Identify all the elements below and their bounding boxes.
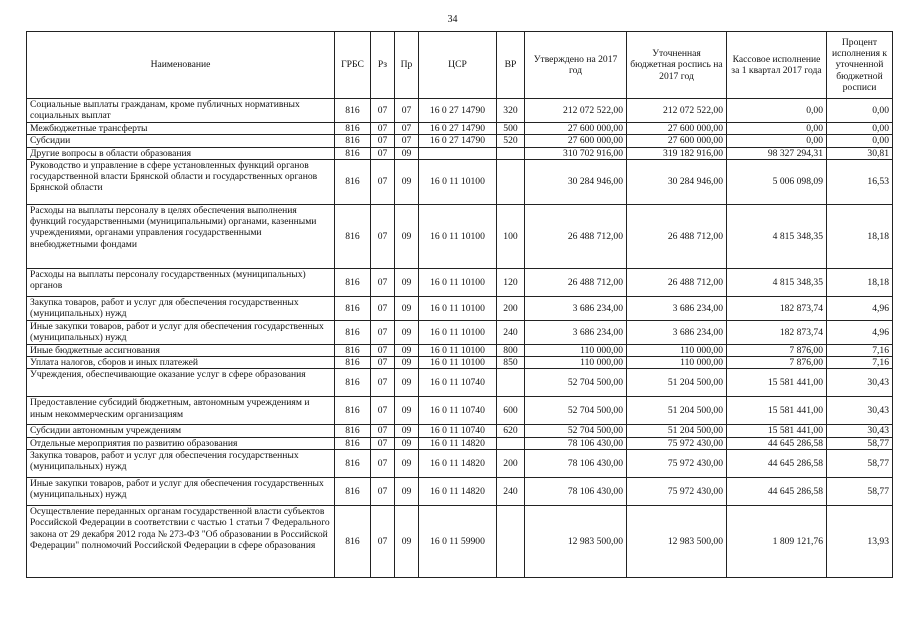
- cell-vr: 200: [497, 450, 525, 478]
- cell-approved: 3 686 234,00: [525, 320, 627, 344]
- cell-grbs: 816: [335, 123, 371, 135]
- cell-rz: 07: [371, 99, 395, 123]
- table-row: [27, 425, 893, 437]
- cell-rz: 07: [371, 268, 395, 296]
- cell-approved: 30 284 946,00: [525, 159, 627, 204]
- cell-refined: 51 204 500,00: [627, 425, 727, 437]
- cell-cash: 7 876,00: [727, 344, 827, 356]
- cell-approved: 212 072 522,00: [525, 99, 627, 123]
- cell-pr: 09: [395, 296, 419, 320]
- cell-csr: 16 0 11 10100: [419, 344, 497, 356]
- cell-rz: 07: [371, 450, 395, 478]
- cell-csr: 16 0 11 10740: [419, 425, 497, 437]
- cell-pr: 09: [395, 204, 419, 268]
- cell-pr: 07: [395, 135, 419, 147]
- table-row: [27, 357, 893, 369]
- cell-csr: 16 0 27 14790: [419, 135, 497, 147]
- cell-pr: 09: [395, 506, 419, 578]
- cell-cash: 182 873,74: [727, 320, 827, 344]
- cell-approved: 3 686 234,00: [525, 296, 627, 320]
- cell-name: Закупка товаров, работ и услуг для обеспечения государственных (муниципальных) нужд: [27, 296, 335, 320]
- table-row: [27, 268, 893, 296]
- cell-grbs: 816: [335, 344, 371, 356]
- cell-grbs: 816: [335, 369, 371, 397]
- cell-csr: 16 0 11 10740: [419, 397, 497, 425]
- cell-percent: 7,16: [827, 344, 893, 356]
- cell-percent: 16,53: [827, 159, 893, 204]
- cell-name: Предоставление субсидий бюджетным, автономным учреждениям и иным некоммерческим организациям: [27, 397, 335, 425]
- cell-vr: 520: [497, 135, 525, 147]
- cell-cash: 44 645 286,58: [727, 437, 827, 449]
- cell-rz: 07: [371, 437, 395, 449]
- cell-refined: 26 488 712,00: [627, 204, 727, 268]
- cell-name: Иные закупки товаров, работ и услуг для обеспечения государственных (муниципальных) нужд: [27, 478, 335, 506]
- cell-rz: 07: [371, 296, 395, 320]
- header-grbs: ГРБС: [335, 32, 371, 99]
- table-row: [27, 135, 893, 147]
- cell-percent: 58,77: [827, 437, 893, 449]
- cell-pr: 09: [395, 437, 419, 449]
- cell-name: Межбюджетные трансферты: [27, 123, 335, 135]
- cell-pr: 07: [395, 123, 419, 135]
- table-body: [27, 99, 893, 578]
- table-row: [27, 450, 893, 478]
- cell-percent: 7,16: [827, 357, 893, 369]
- cell-grbs: 816: [335, 147, 371, 159]
- cell-cash: 15 581 441,00: [727, 397, 827, 425]
- cell-csr: 16 0 11 10100: [419, 357, 497, 369]
- cell-vr: 200: [497, 296, 525, 320]
- budget-table: [26, 31, 893, 578]
- cell-grbs: 816: [335, 450, 371, 478]
- cell-name: Осуществление переданных органам государственной власти субъектов Российской Федерации в соответствии с частью 1 статьи 7 Федерального закона от 29 декабря 2012 года № 273-ФЗ "Об образовании в Российской Федерации" полномочий Российской Федерации в сфере образования: [27, 506, 335, 578]
- table-row: [27, 344, 893, 356]
- cell-refined: 110 000,00: [627, 344, 727, 356]
- cell-grbs: 816: [335, 135, 371, 147]
- table-row: [27, 437, 893, 449]
- cell-pr: 09: [395, 369, 419, 397]
- cell-name: Субсидии автономным учреждениям: [27, 425, 335, 437]
- cell-vr: 850: [497, 357, 525, 369]
- cell-percent: 0,00: [827, 99, 893, 123]
- cell-rz: 07: [371, 506, 395, 578]
- cell-refined: 26 488 712,00: [627, 268, 727, 296]
- cell-refined: 27 600 000,00: [627, 135, 727, 147]
- cell-vr: 600: [497, 397, 525, 425]
- cell-vr: [497, 159, 525, 204]
- cell-vr: 320: [497, 99, 525, 123]
- cell-cash: 1 809 121,76: [727, 506, 827, 578]
- cell-rz: 07: [371, 123, 395, 135]
- cell-vr: 240: [497, 320, 525, 344]
- cell-cash: 7 876,00: [727, 357, 827, 369]
- cell-vr: 620: [497, 425, 525, 437]
- cell-percent: 18,18: [827, 268, 893, 296]
- cell-grbs: 816: [335, 397, 371, 425]
- cell-grbs: 816: [335, 268, 371, 296]
- header-approved: Утверждено на 2017 год: [525, 32, 627, 99]
- cell-refined: 30 284 946,00: [627, 159, 727, 204]
- cell-cash: 15 581 441,00: [727, 425, 827, 437]
- table-row: [27, 478, 893, 506]
- cell-refined: 319 182 916,00: [627, 147, 727, 159]
- table-row: [27, 369, 893, 397]
- cell-approved: 52 704 500,00: [525, 425, 627, 437]
- cell-name: Руководство и управление в сфере установленных функций органов государственной власти Брянской области и государственных органов Брянской области: [27, 159, 335, 204]
- cell-approved: 27 600 000,00: [525, 123, 627, 135]
- cell-csr: 16 0 11 14820: [419, 437, 497, 449]
- cell-name: Социальные выплаты гражданам, кроме публичных нормативных социальных выплат: [27, 99, 335, 123]
- cell-name: Расходы на выплаты персоналу государственных (муниципальных) органов: [27, 268, 335, 296]
- cell-rz: 07: [371, 357, 395, 369]
- cell-csr: [419, 147, 497, 159]
- cell-csr: 16 0 11 10100: [419, 204, 497, 268]
- cell-approved: 110 000,00: [525, 357, 627, 369]
- table-row: [27, 506, 893, 578]
- cell-cash: 98 327 294,31: [727, 147, 827, 159]
- cell-name: Иные закупки товаров, работ и услуг для обеспечения государственных (муниципальных) нужд: [27, 320, 335, 344]
- cell-refined: 110 000,00: [627, 357, 727, 369]
- cell-grbs: 816: [335, 357, 371, 369]
- cell-pr: 09: [395, 147, 419, 159]
- cell-vr: 240: [497, 478, 525, 506]
- cell-rz: 07: [371, 147, 395, 159]
- cell-cash: 44 645 286,58: [727, 478, 827, 506]
- cell-refined: 75 972 430,00: [627, 478, 727, 506]
- cell-pr: 09: [395, 268, 419, 296]
- cell-name: Отдельные мероприятия по развитию образования: [27, 437, 335, 449]
- cell-refined: 12 983 500,00: [627, 506, 727, 578]
- cell-csr: 16 0 11 10100: [419, 159, 497, 204]
- cell-approved: 52 704 500,00: [525, 369, 627, 397]
- cell-refined: 212 072 522,00: [627, 99, 727, 123]
- cell-csr: 16 0 11 59900: [419, 506, 497, 578]
- cell-pr: 09: [395, 344, 419, 356]
- header-row: [27, 32, 893, 99]
- cell-cash: 182 873,74: [727, 296, 827, 320]
- cell-refined: 51 204 500,00: [627, 397, 727, 425]
- table-row: [27, 204, 893, 268]
- cell-name: Уплата налогов, сборов и иных платежей: [27, 357, 335, 369]
- cell-grbs: 816: [335, 437, 371, 449]
- cell-vr: [497, 506, 525, 578]
- cell-rz: 07: [371, 425, 395, 437]
- cell-approved: 27 600 000,00: [525, 135, 627, 147]
- cell-refined: 75 972 430,00: [627, 437, 727, 449]
- cell-cash: 15 581 441,00: [727, 369, 827, 397]
- cell-approved: 12 983 500,00: [525, 506, 627, 578]
- cell-refined: 51 204 500,00: [627, 369, 727, 397]
- cell-grbs: 816: [335, 506, 371, 578]
- cell-approved: 52 704 500,00: [525, 397, 627, 425]
- cell-rz: 07: [371, 397, 395, 425]
- cell-vr: 800: [497, 344, 525, 356]
- cell-grbs: 816: [335, 478, 371, 506]
- cell-rz: 07: [371, 204, 395, 268]
- cell-refined: 75 972 430,00: [627, 450, 727, 478]
- cell-pr: 09: [395, 159, 419, 204]
- cell-pr: 09: [395, 320, 419, 344]
- cell-pr: 09: [395, 425, 419, 437]
- cell-vr: [497, 147, 525, 159]
- cell-refined: 3 686 234,00: [627, 320, 727, 344]
- cell-pr: 09: [395, 397, 419, 425]
- cell-refined: 3 686 234,00: [627, 296, 727, 320]
- header-rz: Рз: [371, 32, 395, 99]
- cell-approved: 310 702 916,00: [525, 147, 627, 159]
- table-row: [27, 99, 893, 123]
- cell-percent: 0,00: [827, 135, 893, 147]
- table-row: [27, 159, 893, 204]
- cell-grbs: 816: [335, 204, 371, 268]
- cell-percent: 18,18: [827, 204, 893, 268]
- cell-vr: [497, 437, 525, 449]
- cell-grbs: 816: [335, 425, 371, 437]
- header-percent: Процент исполнения к уточненной бюджетной росписи: [827, 32, 893, 99]
- table-row: [27, 123, 893, 135]
- cell-name: Субсидии: [27, 135, 335, 147]
- cell-cash: 4 815 348,35: [727, 204, 827, 268]
- cell-name: Учреждения, обеспечивающие оказание услуг в сфере образования: [27, 369, 335, 397]
- cell-name: Иные бюджетные ассигнования: [27, 344, 335, 356]
- header-csr: ЦСР: [419, 32, 497, 99]
- header-name: Наименование: [27, 32, 335, 99]
- table-row: [27, 320, 893, 344]
- cell-approved: 78 106 430,00: [525, 478, 627, 506]
- cell-approved: 110 000,00: [525, 344, 627, 356]
- cell-approved: 78 106 430,00: [525, 437, 627, 449]
- cell-approved: 78 106 430,00: [525, 450, 627, 478]
- cell-rz: 07: [371, 159, 395, 204]
- cell-vr: 100: [497, 204, 525, 268]
- cell-pr: 09: [395, 478, 419, 506]
- cell-cash: 5 006 098,09: [727, 159, 827, 204]
- cell-cash: 0,00: [727, 99, 827, 123]
- header-cash: Кассовое исполнение за 1 квартал 2017 года: [727, 32, 827, 99]
- cell-vr: 500: [497, 123, 525, 135]
- cell-pr: 07: [395, 99, 419, 123]
- cell-percent: 30,43: [827, 397, 893, 425]
- cell-approved: 26 488 712,00: [525, 204, 627, 268]
- cell-pr: 09: [395, 357, 419, 369]
- cell-pr: 09: [395, 450, 419, 478]
- cell-cash: 4 815 348,35: [727, 268, 827, 296]
- cell-csr: 16 0 11 14820: [419, 478, 497, 506]
- cell-percent: 30,43: [827, 425, 893, 437]
- header-refined: Уточненная бюджетная роспись на 2017 год: [627, 32, 727, 99]
- page-number: 34: [447, 14, 458, 25]
- cell-csr: 16 0 27 14790: [419, 123, 497, 135]
- table-row: [27, 296, 893, 320]
- cell-name: Закупка товаров, работ и услуг для обеспечения государственных (муниципальных) нужд: [27, 450, 335, 478]
- cell-percent: 30,81: [827, 147, 893, 159]
- cell-name: Расходы на выплаты персоналу в целях обеспечения выполнения функций государственными (муниципальными) органами, казенными учреждениями, органами управления государственными внебюджетными фондами: [27, 204, 335, 268]
- cell-vr: 120: [497, 268, 525, 296]
- cell-rz: 07: [371, 478, 395, 506]
- cell-csr: 16 0 11 10100: [419, 268, 497, 296]
- cell-grbs: 816: [335, 296, 371, 320]
- cell-percent: 0,00: [827, 123, 893, 135]
- header-pr: Пр: [395, 32, 419, 99]
- cell-percent: 58,77: [827, 450, 893, 478]
- cell-cash: 44 645 286,58: [727, 450, 827, 478]
- cell-percent: 13,93: [827, 506, 893, 578]
- cell-rz: 07: [371, 369, 395, 397]
- cell-csr: 16 0 11 10740: [419, 369, 497, 397]
- cell-csr: 16 0 11 14820: [419, 450, 497, 478]
- cell-percent: 58,77: [827, 478, 893, 506]
- cell-grbs: 816: [335, 320, 371, 344]
- cell-cash: 0,00: [727, 135, 827, 147]
- header-vr: ВР: [497, 32, 525, 99]
- cell-grbs: 816: [335, 159, 371, 204]
- cell-grbs: 816: [335, 99, 371, 123]
- cell-csr: 16 0 11 10100: [419, 296, 497, 320]
- cell-cash: 0,00: [727, 123, 827, 135]
- cell-percent: 30,43: [827, 369, 893, 397]
- cell-csr: 16 0 27 14790: [419, 99, 497, 123]
- cell-vr: [497, 369, 525, 397]
- cell-name: Другие вопросы в области образования: [27, 147, 335, 159]
- cell-approved: 26 488 712,00: [525, 268, 627, 296]
- cell-rz: 07: [371, 320, 395, 344]
- cell-percent: 4,96: [827, 296, 893, 320]
- cell-rz: 07: [371, 135, 395, 147]
- cell-refined: 27 600 000,00: [627, 123, 727, 135]
- table-row: [27, 397, 893, 425]
- table-row: [27, 147, 893, 159]
- cell-csr: 16 0 11 10100: [419, 320, 497, 344]
- cell-rz: 07: [371, 344, 395, 356]
- cell-percent: 4,96: [827, 320, 893, 344]
